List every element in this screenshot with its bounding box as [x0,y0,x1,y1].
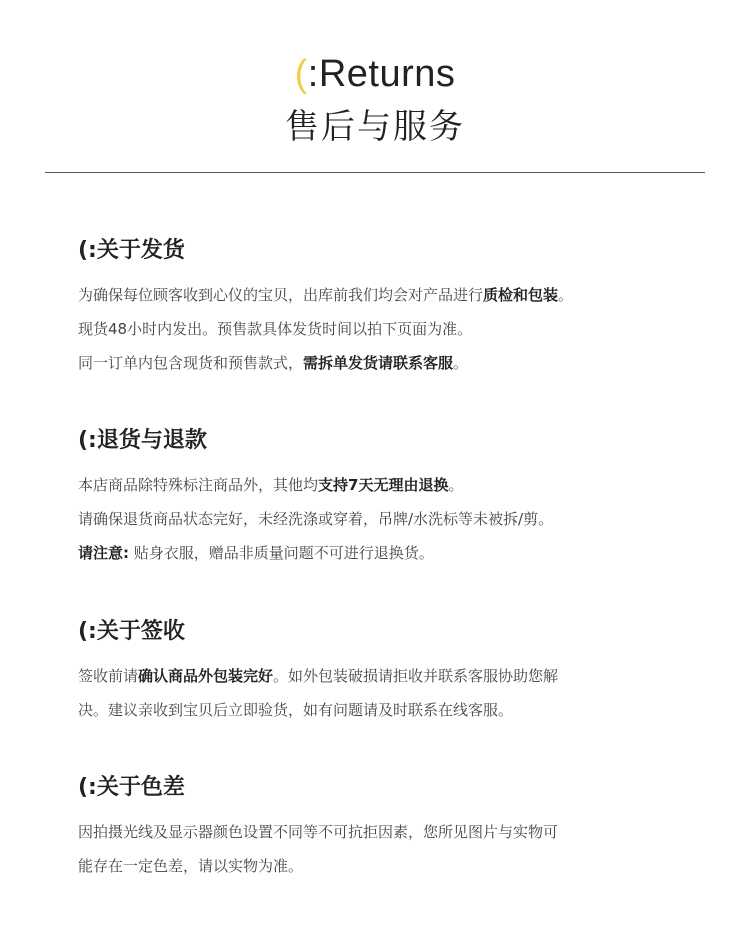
text-normal: 因拍摄光线及显示器颜色设置不同等不可抗拒因素，您所见图片与实物可 [78,823,559,841]
section-title: (:退货与退款 [78,428,207,453]
returns-logo [0,52,750,96]
paragraph-line [78,693,698,727]
section-shipping [78,236,698,380]
text-normal: 请确保退货商品状态完好，未经洗涤或穿着，吊牌/水洗标等未被拆/剪。 [78,510,554,528]
text-normal: 决。建议亲收到宝贝后立即验货，如有问题请及时联系在线客服。 [78,701,514,719]
text-emphasis: 需拆单发货请联系客服 [303,354,454,372]
text-normal: 贴身衣服，赠品非质量问题不可进行退换货。 [129,544,434,562]
text-emphasis: 确认商品外包装完好 [138,667,274,685]
text-normal: 同一订单内包含现货和预售款式， [78,354,304,372]
text-normal: 本店商品除特殊标注商品外，其他均 [78,476,319,494]
page-title: 售后与服务 [285,107,465,147]
section-title: (:关于色差 [78,775,185,800]
text-normal: 。 [558,286,574,304]
text-emphasis: 质检和包装 [483,286,559,304]
section-returns [78,426,698,570]
section-title: (:关于发货 [78,238,185,263]
header [0,52,750,148]
text-normal: 为确保每位顾客收到心仪的宝贝，出库前我们均会对产品进行 [78,286,484,304]
section-title: (:关于签收 [78,619,185,644]
paragraph-line [78,468,698,502]
text-emphasis: 请注意: [78,544,129,562]
paragraph-line [78,659,698,693]
paragraph-line [78,312,698,346]
paragraph-line [78,502,698,536]
paragraph-line [78,346,698,380]
text-emphasis: 支持7天无理由退换 [318,476,449,494]
paragraph-line [78,815,698,849]
text-normal: 签收前请 [78,667,139,685]
header-divider [45,172,705,173]
text-normal: 能存在一定色差，请以实物为准。 [78,857,304,875]
logo-paren-mark: ( [294,53,308,95]
text-normal: 。如外包装破损请拒收并联系客服协助您解 [273,667,559,685]
text-normal: 。 [453,354,469,372]
logo-text: :Returns [307,53,456,95]
paragraph-line [78,278,698,312]
paragraph-line [78,536,698,570]
section-receipt [78,617,698,727]
text-normal: 现货48小时内发出。预售款具体发货时间以拍下页面为准。 [78,320,473,338]
text-normal: 。 [448,476,464,494]
paragraph-line [78,849,698,883]
section-color-difference [78,773,698,883]
